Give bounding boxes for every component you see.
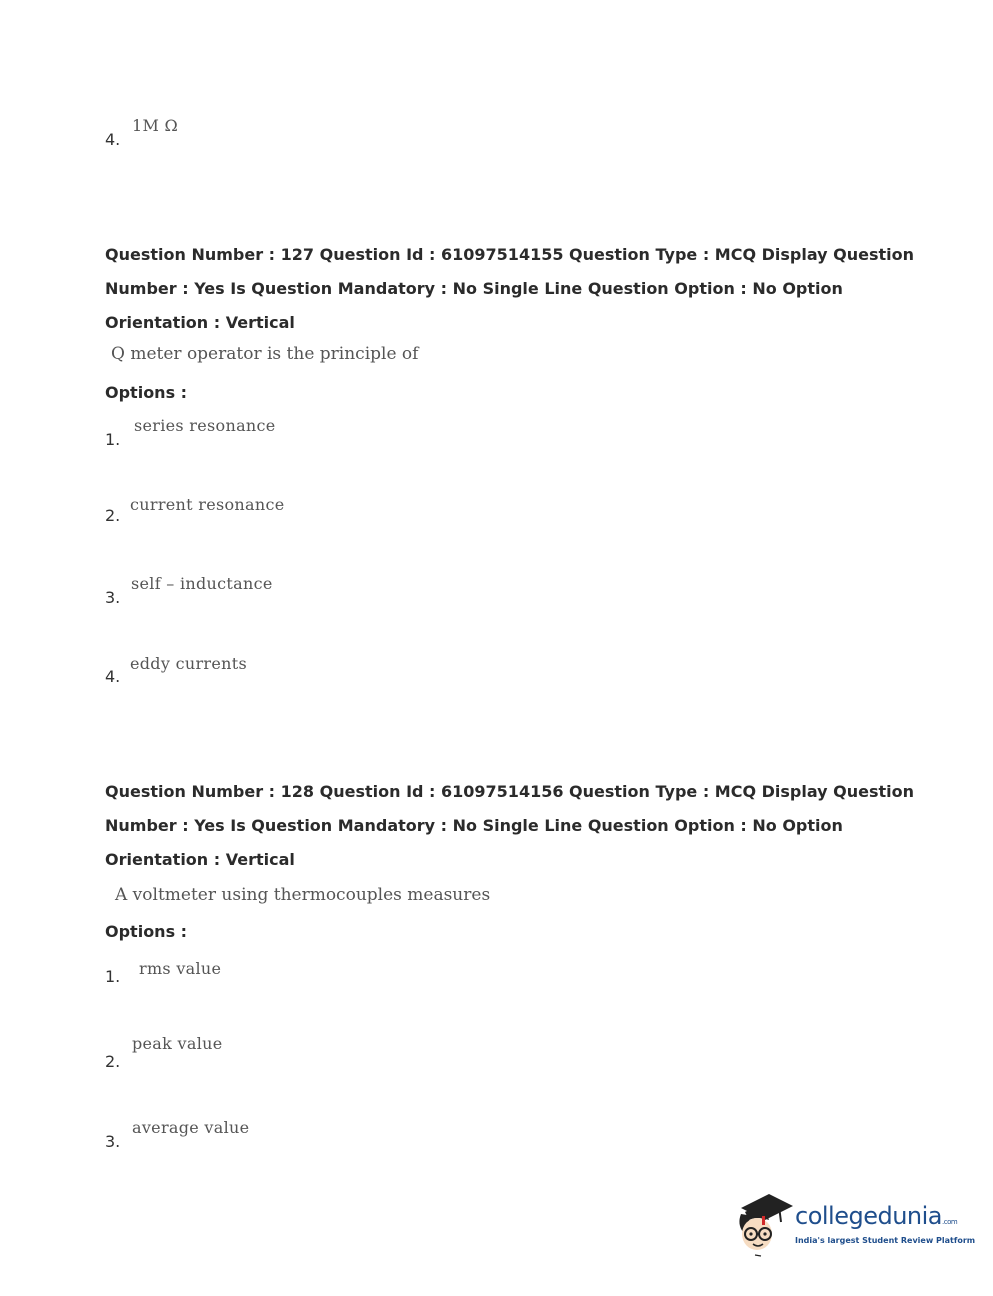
question-127-options-label: Options :: [105, 383, 188, 402]
question-127-header: [105, 238, 915, 340]
logo-name: collegedunia.com: [795, 1202, 958, 1230]
q128-option-2-text: peak value: [132, 1034, 223, 1053]
q127-option-4-text: eddy currents: [130, 654, 247, 673]
q127-option-2-text: current resonance: [130, 495, 285, 514]
logo-suffix: .com: [942, 1218, 958, 1226]
q127-option-1-text: series resonance: [134, 416, 276, 435]
q127-option-3-text: self – inductance: [131, 574, 273, 593]
q127-option-4-number: 4.: [105, 667, 121, 686]
q128-option-3-number: 3.: [105, 1132, 121, 1151]
q128-option-3-text: average value: [132, 1118, 250, 1137]
q128-option-2-number: 2.: [105, 1052, 121, 1071]
question-128-options-label: Options :: [105, 922, 188, 941]
collegedunia-logo: [735, 1188, 976, 1258]
question-127-text: Q meter operator is the principle of: [111, 344, 419, 364]
prev-option-4-number: 4.: [105, 130, 121, 149]
question-128-header-line3: Orientation : Vertical: [105, 850, 295, 869]
question-127-header-line1: Question Number : 127 Question Id : 61097514155 Question Type : MCQ Display Question: [105, 245, 915, 264]
prev-option-4-text: 1M Ω: [132, 116, 179, 135]
q127-option-2-number: 2.: [105, 506, 121, 525]
question-128-header: [105, 775, 915, 877]
question-128-header-line2: Number : Yes Is Question Mandatory : No Single Line Question Option : No Option: [105, 816, 843, 835]
question-128-text: A voltmeter using thermocouples measures: [115, 885, 491, 905]
question-128-header-line1: Question Number : 128 Question Id : 61097514156 Question Type : MCQ Display Question: [105, 782, 915, 801]
q128-option-1-text: rms value: [139, 959, 222, 978]
q127-option-1-number: 1.: [105, 430, 121, 449]
q128-option-1-number: 1.: [105, 967, 121, 986]
graduate-mascot-icon: [735, 1188, 793, 1258]
logo-tagline: India's largest Student Review Platform: [795, 1236, 976, 1245]
question-127-header-line2: Number : Yes Is Question Mandatory : No Single Line Question Option : No Option: [105, 279, 843, 298]
question-127-header-line3: Orientation : Vertical: [105, 313, 295, 332]
q127-option-3-number: 3.: [105, 588, 121, 607]
